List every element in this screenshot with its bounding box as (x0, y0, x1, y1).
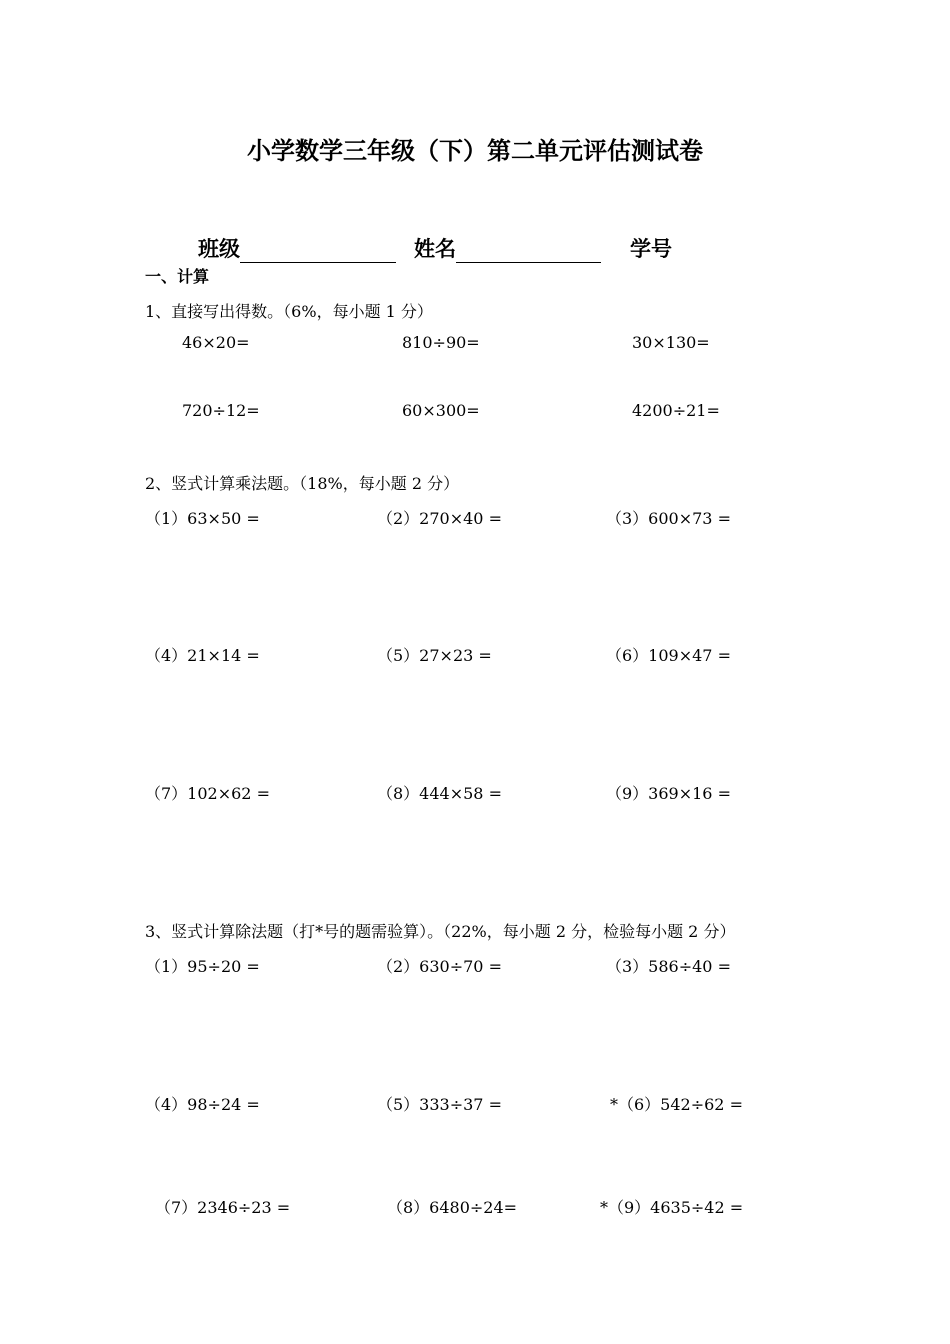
q3-item: *（9）4635÷42 = (600, 1198, 744, 1217)
q2-item: （9）369×16 = (606, 784, 731, 803)
q2-item: （7）102×62 = (145, 784, 270, 803)
q1-item: 60×300= (402, 401, 480, 420)
q3-item: （1）95÷20 = (145, 957, 260, 976)
q3-item: （3）586÷40 = (606, 957, 731, 976)
q1-item: 46×20= (182, 333, 250, 352)
q1-item: 4200÷21= (632, 401, 720, 420)
class-field[interactable] (240, 236, 396, 263)
q2-item: （6）109×47 = (606, 646, 731, 665)
q2-item: （5）27×23 = (377, 646, 492, 665)
student-name-group (414, 233, 601, 263)
q3-heading: 3、竖式计算除法题（打*号的题需验算）。（22%，每小题 2 分，检验每小题 2 分） (145, 922, 736, 941)
q2-item: （4）21×14 = (145, 646, 260, 665)
q2-item: （8）444×58 = (377, 784, 502, 803)
section-heading-calculation: 一、计算 (145, 267, 210, 286)
q2-item: （2）270×40 = (377, 509, 502, 528)
q3-item: （2）630÷70 = (377, 957, 502, 976)
student-info-row (198, 233, 396, 263)
q1-item: 30×130= (632, 333, 710, 352)
q1-item: 720÷12= (182, 401, 260, 420)
student-id-label: 学号 (630, 237, 672, 261)
q3-item: （7）2346÷23 = (155, 1198, 291, 1217)
q1-item: 810÷90= (402, 333, 480, 352)
q1-heading: 1、直接写出得数。（6%，每小题 1 分） (145, 302, 433, 321)
q3-item: （5）333÷37 = (377, 1095, 502, 1114)
q3-item: （4）98÷24 = (145, 1095, 260, 1114)
q2-heading: 2、竖式计算乘法题。（18%，每小题 2 分） (145, 474, 460, 493)
q2-item: （1）63×50 = (145, 509, 260, 528)
q3-item: （8）6480÷24= (387, 1198, 518, 1217)
class-label: 班级 (198, 237, 240, 261)
name-field[interactable] (456, 236, 601, 263)
name-label: 姓名 (414, 237, 456, 261)
q3-item: *（6）542÷62 = (610, 1095, 743, 1114)
page-title: 小学数学三年级（下）第二单元评估测试卷 (247, 137, 703, 165)
q2-item: （3）600×73 = (606, 509, 731, 528)
